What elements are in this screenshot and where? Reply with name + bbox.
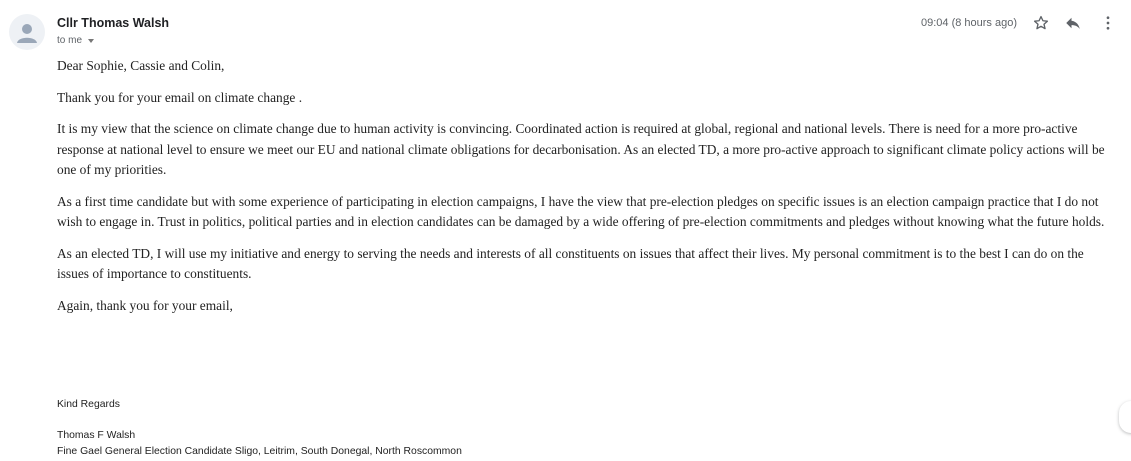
- body-paragraph: Thank you for your email on climate change .: [57, 89, 303, 105]
- recipient-label: to me: [57, 35, 83, 46]
- body-paragraph: It is my view that the science on climate change due to human activity is convincing. Coordinated action is required at global, regional and national levels. There is need for a more pro-active response at national level to ensure we meet our EU and national climate obligations for decarbonisation. As an elected TD, a more pro-active approach to significant climate policy actions will be one of my priorities.: [57, 121, 1105, 177]
- sender-avatar[interactable]: [9, 14, 45, 50]
- caret-down-icon[interactable]: [88, 39, 94, 43]
- message-timestamp: 09:04 (8 hours ago): [921, 17, 1018, 29]
- signature-name: Thomas F Walsh: [57, 430, 136, 441]
- more-vert-icon: [1099, 14, 1117, 32]
- body-paragraph: Again, thank you for your email,: [57, 297, 233, 313]
- signature-regards: Kind Regards: [57, 399, 120, 410]
- message-body: [57, 56, 1119, 327]
- star-button[interactable]: [1031, 13, 1051, 33]
- reply-button[interactable]: [1063, 13, 1083, 33]
- greeting: Dear Sophie, Cassie and Colin,: [57, 58, 225, 73]
- reply-icon: [1064, 14, 1082, 32]
- side-panel-toggle[interactable]: [1119, 401, 1131, 433]
- body-paragraph: As an elected TD, I will use my initiative and energy to serving the needs and interests of all constituents on issues that affect their lives. My personal commitment is to the best I can do on the issues of importance to constituents.: [57, 245, 1084, 281]
- sender-name[interactable]: Cllr Thomas Walsh: [57, 16, 170, 30]
- signature-title: Fine Gael General Election Candidate Sligo, Leitrim, South Donegal, North Roscommon: [57, 446, 462, 457]
- body-paragraph: As a first time candidate but with some experience of participating in election campaigns, I have the view that pre-election pledges on specific issues is an election campaign practice that I do not wish to engage in. Trust in politics, political parties and in election candidates can be damaged by a wide offering of pre-election commitments and pledges without knowing what the future holds.: [57, 193, 1105, 229]
- person-icon: [9, 14, 45, 50]
- star-icon: [1032, 14, 1050, 32]
- email-signature: [57, 397, 462, 460]
- more-options-button[interactable]: [1098, 13, 1118, 33]
- recipient-line: [57, 35, 94, 46]
